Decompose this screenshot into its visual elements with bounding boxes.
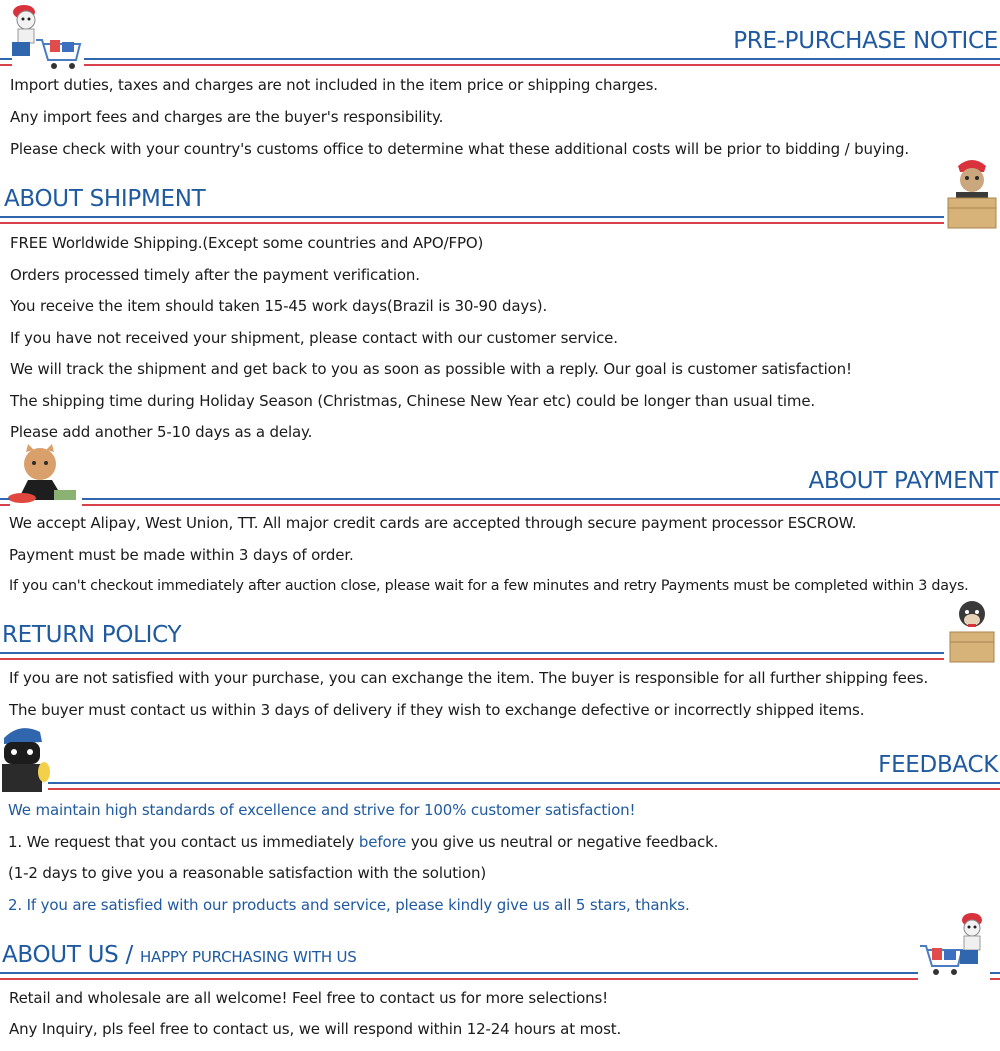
rich-cat-icon <box>4 444 84 506</box>
dog-with-box-icon <box>944 596 1000 666</box>
returns-line-2: The buyer must contact us within 3 days of delivery if they wish to exchange defective or incorrectly shipped items. <box>9 701 865 719</box>
feedback-line-1: We maintain high standards of excellence and strive for 100% customer satisfaction! <box>8 801 636 819</box>
shopping-cart-dog-icon <box>918 910 992 980</box>
payment-line-3: If you can't checkout immediately after auction close, please wait for a few minutes and retry Payments must be completed within 3 days. <box>9 578 969 594</box>
payment-line-2: Payment must be made within 3 days of order. <box>9 546 354 564</box>
section-title-feedback: FEEDBACK <box>878 752 998 778</box>
feedback-line-2-end: you give us neutral or negative feedback. <box>406 833 719 851</box>
section-title-about-us <box>2 944 357 967</box>
about-us-line-1: Retail and wholesale are all welcome! Feel free to contact us for more selections! <box>9 989 609 1007</box>
returns-line-1: If you are not satisfied with your purchase, you can exchange the item. The buyer is responsible for all further shipping fees. <box>9 669 929 687</box>
cat-with-box-icon <box>944 156 1000 230</box>
pre-purchase-line-1: Import duties, taxes and charges are not included in the item price or shipping charges. <box>10 76 658 94</box>
pre-purchase-line-2: Any import fees and charges are the buyer's responsibility. <box>10 108 444 126</box>
about-us-subtitle: HAPPY PURCHASING WITH US <box>139 948 357 966</box>
pre-purchase-line-3: Please check with your country's customs office to determine what these additional costs will be prior to bidding / buying. <box>10 140 909 158</box>
feedback-line-2-highlight: before <box>358 833 407 851</box>
section-title-shipment: ABOUT SHIPMENT <box>4 186 206 212</box>
feedback-line-2-start: 1. We request that you contact us immediately <box>8 833 359 851</box>
section-title-returns: RETURN POLICY <box>2 622 182 648</box>
mascot-dog-box <box>944 596 1000 666</box>
mascot-cart-dog-bottom <box>918 910 992 980</box>
shipment-line-1: FREE Worldwide Shipping.(Except some countries and APO/FPO) <box>10 234 484 252</box>
mascot-rich-cat <box>4 444 84 506</box>
feedback-line-2 <box>8 835 718 850</box>
section-title-payment: ABOUT PAYMENT <box>808 468 998 494</box>
mascot-cat-box <box>944 156 1000 230</box>
mascot-cart-dog-top <box>2 0 82 72</box>
shopping-cart-dog-icon <box>2 0 82 72</box>
section-title-pre-purchase: PRE-PURCHASE NOTICE <box>733 28 998 54</box>
shipment-line-4: If you have not received your shipment, please contact with our customer service. <box>10 329 618 347</box>
shipment-line-6: The shipping time during Holiday Season (Christmas, Chinese New Year etc) could be longer than usual time. <box>10 392 816 410</box>
shipment-line-3: You receive the item should taken 15-45 work days(Brazil is 30-90 days). <box>10 297 548 315</box>
shipment-line-7: Please add another 5-10 days as a delay. <box>10 423 313 441</box>
shipment-line-5: We will track the shipment and get back to you as soon as possible with a reply. Our goal is customer satisfaction! <box>10 360 852 378</box>
about-us-separator: / <box>125 942 133 968</box>
about-us-title: ABOUT US <box>2 942 119 968</box>
feedback-line-3: (1-2 days to give you a reasonable satisfaction with the solution) <box>8 864 487 882</box>
about-us-line-2: Any Inquiry, pls feel free to contact us, we will respond within 12-24 hours at most. <box>9 1020 622 1038</box>
payment-line-1: We accept Alipay, West Union, TT. All major credit cards are accepted through secure payment processor ESCROW. <box>9 514 857 532</box>
feedback-line-4: 2. If you are satisfied with our products and service, please kindly give us all 5 stars, thanks. <box>8 896 690 914</box>
shipment-line-2: Orders processed timely after the payment verification. <box>10 266 420 284</box>
